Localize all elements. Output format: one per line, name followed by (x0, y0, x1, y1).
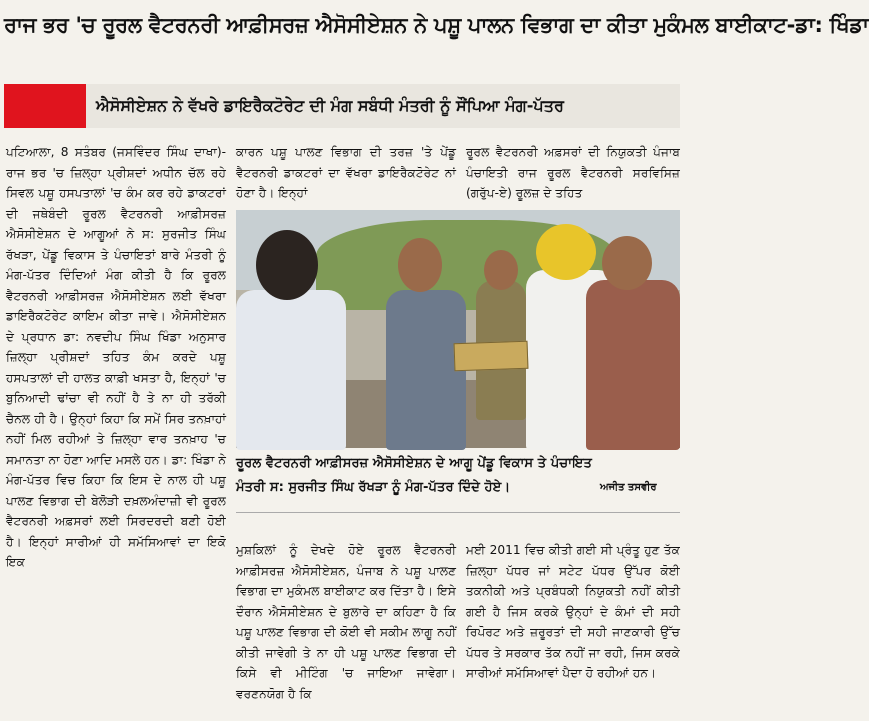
headline: ਰਾਜ ਭਰ 'ਚ ਰੂਰਲ ਵੈਟਰਨਰੀ ਆਫ਼ੀਸਰਜ਼ ਐਸੋਸੀਏਸ਼ਨ ਨੇ ਪਸ਼ੂ ਪਾਲਨ ਵਿਭਾਗ ਦਾ ਕੀਤਾ ਮੁਕੰਮਲ ਬਾਈਕਾਟ-ਡਾ: ਖਿੰਡਾ (4, 13, 869, 37)
photo-person-turban (536, 224, 596, 280)
photo-caption-line: ਮੰਤਰੀ ਸ: ਸੁਰਜੀਤ ਸਿੰਘ ਰੱਖੜਾ ਨੂੰ ਮੰਗ-ਪੱਤਰ ਦਿੰਦੇ ਹੋਏ। (236, 480, 511, 495)
photo-person (236, 290, 346, 450)
photo-person-head (602, 236, 652, 290)
article-column-2-bottom (236, 540, 456, 718)
photo-credit: ਅਜੀਤ ਤਸਵੀਰ (600, 482, 657, 493)
article-text: ਮੁਸ਼ਕਿਲਾਂ ਨੂੰ ਦੇਖਦੇ ਹੋਏ ਰੂਰਲ ਵੈਟਰਨਰੀ ਆਫ਼ੀਸਰਜ਼ ਐਸੋਸੀਏਸ਼ਨ, ਪੰਜਾਬ ਨੇ ਪਸ਼ੂ ਪਾਲਣ ਵਿਭਾਗ ਦਾ ਮੁਕੰਮਲ ਬਾਈਕਾਟ ਕਰ ਦਿੱਤਾ ਹੈ। ਇਸੇ ਦੌਰਾਨ ਐਸੋਸੀਏਸ਼ਨ ਦੇ ਬੁਲਾਰੇ ਦਾ ਕਹਿਣਾ ਹੈ ਕਿ ਪਸ਼ੂ ਪਾਲਣ ਵਿਭਾਗ ਦੀ ਕੋਈ ਵੀ ਸਕੀਮ ਲਾਗੂ ਨਹੀਂ ਕੀਤੀ ਜਾਵੇਗੀ ਤੇ ਨਾ ਹੀ ਪਸ਼ੂ ਪਾਲਣ ਵਿਭਾਗ ਦੀ ਕਿਸੇ ਵੀ ਮੀਟਿੰਗ 'ਚ ਜਾਇਆ ਜਾਵੇਗਾ। ਵਰਣਨਯੋਗ ਹੈ ਕਿ (236, 543, 456, 701)
photo-caption (236, 452, 680, 504)
photo-person-head (398, 238, 442, 292)
article-column-2-top (236, 142, 456, 204)
subheadline-bar (4, 84, 680, 128)
article-column-3-top (466, 142, 680, 204)
article-text: ਕਾਰਨ ਪਸ਼ੂ ਪਾਲਣ ਵਿਭਾਗ ਦੀ ਤਰਜ਼ 'ਤੇ ਪੇਂਡੂ ਵੈਟਰਨਰੀ ਡਾਕਟਰਾਂ ਦਾ ਵੱਖਰਾ ਡਾਇਰੈਕਟੋਰੇਟ ਨਾਂ ਹੋਣਾ ਹੈ। ਇਨ੍ਹਾਂ (236, 145, 456, 200)
article-column-1 (6, 142, 226, 717)
subheadline: ਐਸੋਸੀਏਸ਼ਨ ਨੇ ਵੱਖਰੇ ਡਾਇਰੈਕਟੋਰੇਟ ਦੀ ਮੰਗ ਸਬੰਧੀ ਮੰਤਰੀ ਨੂੰ ਸੌਂਪਿਆ ਮੰਗ-ਪੱਤਰ (96, 96, 564, 115)
article-column-3-bottom (466, 540, 680, 718)
article-text: ਰੂਰਲ ਵੈਟਰਨਰੀ ਅਫ਼ਸਰਾਂ ਦੀ ਨਿਯੁਕਤੀ ਪੰਜਾਬ ਪੰਚਾਇਤੀ ਰਾਜ ਰੂਰਲ ਵੈਟਰਨਰੀ ਸਰਵਿਸਿਜ਼ (ਗਰੁੱਪ-ਏ) ਰੂਲਜ਼ ਦੇ ਤਹਿਤ (466, 145, 680, 200)
photo-person-head (484, 250, 518, 290)
divider (236, 512, 680, 513)
article-text: ਮਈ 2011 ਵਿਚ ਕੀਤੀ ਗਈ ਸੀ ਪ੍ਰੰਤੂ ਹੁਣ ਤੱਕ ਜ਼ਿਲ੍ਹਾ ਪੱਧਰ ਜਾਂ ਸਟੇਟ ਪੱਧਰ ਉੱਪਰ ਕੋਈ ਤਕਨੀਕੀ ਅਤੇ ਪ੍ਰਬੰਧਕੀ ਨਿਯੁਕਤੀ ਨਹੀਂ ਕੀਤੀ ਗਈ ਹੈ ਜਿਸ ਕਰਕੇ ਉਨ੍ਹਾਂ ਦੇ ਕੰਮਾਂ ਦੀ ਸਹੀ ਰਿਪੋਰਟ ਅਤੇ ਜ਼ਰੂਰਤਾਂ ਦੀ ਸਹੀ ਜਾਣਕਾਰੀ ਉੱਚ ਪੱਧਰ ਤੇ ਸਰਕਾਰ ਤੱਕ ਨਹੀਂ ਜਾ ਰਹੀ, ਜਿਸ ਕਰਕੇ ਸਾਰੀਆਂ ਸਮੱਸਿਆਵਾਂ ਪੈਦਾ ਹੋ ਰਹੀਆਂ ਹਨ। (466, 543, 680, 680)
photo-caption-line: ਰੂਰਲ ਵੈਟਰਨਰੀ ਆਫ਼ੀਸਰਜ਼ ਐਸੋਸੀਏਸ਼ਨ ਦੇ ਆਗੂ ਪੇਂਡੂ ਵਿਕਾਸ ਤੇ ਪੰਚਾਇਤ (236, 456, 592, 471)
memorandum-document (454, 341, 529, 372)
accent-red-block (4, 84, 86, 128)
article-text: ਪਟਿਆਲਾ, 8 ਸਤੰਬਰ (ਜਸਵਿੰਦਰ ਸਿੰਘ ਦਾਖਾ)-ਰਾਜ ਭਰ 'ਚ ਜ਼ਿਲ੍ਹਾ ਪ੍ਰੀਸ਼ਦਾਂ ਅਧੀਨ ਚੱਲ ਰਹੇ ਸਿਵਲ ਪਸ਼ੂ ਹਸਪਤਾਲਾਂ 'ਚ ਕੰਮ ਕਰ ਰਹੇ ਡਾਕਟਰਾਂ ਦੀ ਜਥੇਬੰਦੀ ਰੂਰਲ ਵੈਟਰਨਰੀ ਆਫ਼ੀਸਰਜ਼ ਐਸੋਸੀਏਸ਼ਨ ਦੇ ਆਗੂਆਂ ਨੇ ਸ: ਸੁਰਜੀਤ ਸਿੰਘ ਰੱਖੜਾ, ਪੇਂਡੂ ਵਿਕਾਸ ਤੇ ਪੰਚਾਇਤਾਂ ਬਾਰੇ ਮੰਤਰੀ ਨੂੰ ਮੰਗ-ਪੱਤਰ ਦਿੰਦਿਆਂ ਮੰਗ ਕੀਤੀ ਹੈ ਕਿ ਰੂਰਲ ਵੈਟਰਨਰੀ ਆਫ਼ੀਸਰਜ਼ ਐਸੋਸੀਏਸ਼ਨ ਲਈ ਵੱਖਰਾ ਡਾਇਰੈਕਟੋਰੇਟ ਕਾਇਮ ਕੀਤਾ ਜਾਵੇ। ਐਸੋਸੀਏਸ਼ਨ ਦੇ ਪ੍ਰਧਾਨ ਡਾ: ਨਵਦੀਪ ਸਿੰਘ ਖਿੰਡਾ ਅਨੁਸਾਰ ਜ਼ਿਲ੍ਹਾ ਪ੍ਰੀਸ਼ਦਾਂ ਤਹਿਤ ਕੰਮ ਕਰਦੇ ਪਸ਼ੂ ਹਸਪਤਾਲਾਂ ਦੀ ਹਾਲਤ ਕਾਫ਼ੀ ਖਸਤਾ ਹੈ, ਇਨ੍ਹਾਂ 'ਚ ਬੁਨਿਆਦੀ ਢਾਂਚਾ ਵੀ ਨਹੀਂ ਹੈ ਤੇ ਨਾ ਹੀ ਤਰੱਕੀ ਚੈਨਲ ਹੀ ਹੈ। ਉਨ੍ਹਾਂ ਕਿਹਾ ਕਿ ਸਮੇਂ ਸਿਰ ਤਨਖ਼ਾਹਾਂ ਨਹੀਂ ਮਿਲ ਰਹੀਆਂ ਤੇ ਜ਼ਿਲ੍ਹਾ ਵਾਰ ਤਨਖ਼ਾਹ 'ਚ ਸਮਾਨਤਾ ਨਾ ਹੋਣਾ ਆਦਿ ਮਸਲੇ ਹਨ। ਡਾ: ਖਿੰਡਾ ਨੇ ਮੰਗ-ਪੱਤਰ ਵਿਚ ਕਿਹਾ ਕਿ ਇਸ ਦੇ ਨਾਲ ਹੀ ਪਸ਼ੂ ਪਾਲਣ ਵਿਭਾਗ ਦੀ ਬੇਲੋੜੀ ਦਖ਼ਲਅੰਦਾਜ਼ੀ ਵੀ ਰੂਰਲ ਵੈਟਰਨਰੀ ਅਫ਼ਸਰਾਂ ਲਈ ਸਿਰਦਰਦੀ ਬਣੀ ਹੋਈ ਹੈ। ਇਨ੍ਹਾਂ ਸਾਰੀਆਂ ਹੀ ਸਮੱਸਿਆਵਾਂ ਦਾ ਇਕੋ ਇਕ (6, 145, 226, 569)
photo-person-head (256, 230, 318, 300)
news-photo (236, 210, 680, 448)
photo-person (586, 280, 680, 450)
